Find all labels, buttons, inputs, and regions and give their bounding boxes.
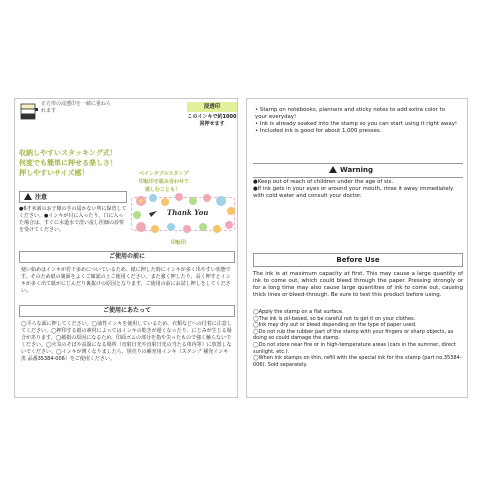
caution-heading-box xyxy=(19,191,127,203)
usage-item: ◯Do not store near fire or in high-temperature areas (cars in the summer, direct sunlight, etc.). xyxy=(253,341,456,355)
usage-text: ◯平らな面に押してください。◯油性インキを使用しているため、衣類などへの付着に注意してください。◯押印する紙の素材によってはインキの乾きが遅くなったり、にじみが生じる場合があります。◯破損の原因になるため、印面ゴムの部分を指や尖ったもので強く触らないでください。◯火気のそばや高温になる場所（直射日光や直射日光の当たる車内等）に放置しないでください。◯インキが薄くなりましたら、別売りの補充用インキ（スタンプ 補充インキ 黒 品番35384-006）をご使用ください。 xyxy=(21,321,232,362)
warning-rule-top xyxy=(253,163,463,164)
paintable-line-2: 印転印を組み合わせて xyxy=(139,179,190,185)
feature-item: • Ink is already soaked into the stamp so you can start using it right away! xyxy=(255,121,458,127)
before-use-text: 使い始めはインキが若干多めについているため、紙に押した時にインキが多く出やすい状態です。そのため紙の裏面をよくご確認の上ご使用ください。また強く押したり、長く押すとインキが多く出て紙がにじんだり裏抜けの原因となります。ご使用の前にお試し押しをしてください。 xyxy=(21,267,231,294)
ink-capacity-tag: 浸透印 xyxy=(187,102,237,112)
paintable-line-3: 楽しむことも！ xyxy=(145,187,181,193)
stack-notice: 正方形の浸透印を一緒に重ねられます xyxy=(41,101,112,114)
usage-item: ◯Apply the stamp on a flat surface. xyxy=(253,309,344,315)
usage-heading: ご使用にあたって xyxy=(102,307,151,314)
warning-heading: Warning xyxy=(340,166,374,174)
caution-heading: 注意 xyxy=(35,194,48,201)
usage-list xyxy=(253,309,465,368)
warning-title xyxy=(329,165,373,176)
english-panel xyxy=(246,98,468,398)
warning-icon xyxy=(329,166,337,173)
usage-item: ◯When ink stamps on thin, refill with the special ink for the stamp (part no.35384-006). Sold separately. xyxy=(253,355,462,368)
stamp-caption: 印転印 xyxy=(171,240,187,246)
usage-heading-box xyxy=(19,305,235,317)
feature-item: • Stamp on notebooks, planners and sticky notes to add extra color to xyxy=(255,107,446,113)
before-use-heading: Before Use xyxy=(336,256,380,264)
warning-icon xyxy=(24,193,32,200)
feature-list xyxy=(255,107,465,135)
stacked-stamp-icon xyxy=(19,103,39,121)
feature-item: your everyday! xyxy=(255,114,297,120)
warning-rule-bottom xyxy=(253,177,463,178)
feature-stacking: 収納しやすいスタッキング式！ xyxy=(19,149,117,157)
feature-item: • Included ink is good for about 1,000 presses. xyxy=(255,128,382,134)
before-use-heading-box xyxy=(19,251,235,263)
usage-item: ◯Do not rub the rubber part of the stamp with your fingers or sharp objects, as doing so could damage the stamp. xyxy=(253,328,454,342)
before-use-heading-box xyxy=(253,253,463,267)
usage-item: ◯Ink may dry out or bleed depending on the type of paper used. xyxy=(253,322,417,329)
ink-capacity-text: このインキで約1000回押せます xyxy=(187,114,237,127)
ink-capacity-box xyxy=(187,102,237,142)
before-use-heading: ご使用の前に xyxy=(108,253,145,260)
feature-easy-press: 何度でも簡単に押せる楽しさ！ xyxy=(19,159,117,167)
stamp-thank-you: Thank You xyxy=(167,208,209,217)
usage-item: ◯The ink is oil-based, so be careful not to get it on your clothes. xyxy=(253,315,416,322)
before-use-text: The ink is at maximum capacity at first. This may cause a large quantity of ink to come out, which could bleed through the paper. Pressing strongly or for a long time may also cause large quantities of ink to come out, causing thick lines or bleed-through. Be sure to test this product before using. xyxy=(253,271,463,298)
japanese-panel xyxy=(14,98,238,398)
feature-size: 押しやすいサイズ感！ xyxy=(19,169,89,177)
caution-text: ●6才未満のお子様の手の届かない所に保管してください。●インキが目に入ったり、口に入った場合は、すぐに水道水で洗い流し医師の診察を受けてください。 xyxy=(19,206,127,233)
warning-text-2: ●If ink gets in your eyes or around your mouth, rinse it away immediately with cold water and consult your doctor. xyxy=(253,186,454,199)
warning-text-1: ●Keep out of reach of children under the age of six. xyxy=(253,179,394,185)
paintable-line-1: ペインタブルスタンプ xyxy=(139,171,189,177)
